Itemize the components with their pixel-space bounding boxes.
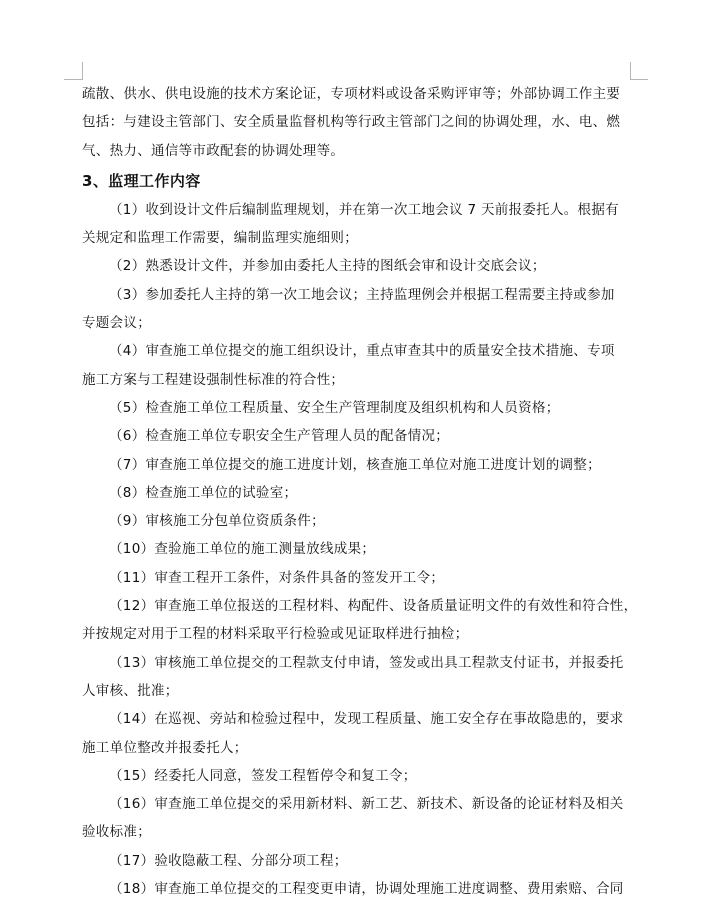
work-item — [82, 705, 630, 762]
work-item-line: （15）经委托人同意，签发工程暂停令和复工令； — [109, 767, 417, 784]
crop-mark-right-horizontal — [630, 79, 648, 80]
work-item — [82, 875, 630, 903]
work-item-line: （8）检查施工单位的试验室； — [109, 484, 298, 501]
intro-line: 包括：与建设主管部门、安全质量监督机构等行政主管部门之间的协调处理，水、电、燃 — [82, 114, 621, 131]
section-heading: 3、监理工作内容 — [82, 171, 201, 190]
work-item — [82, 507, 630, 535]
work-item-line: （11）审查工程开工条件，对条件具备的签发开工令； — [109, 569, 445, 586]
work-item-line: （18）审查施工单位提交的工程变更申请，协调处理施工进度调整、费用索赔、合同 — [109, 881, 624, 898]
work-item — [82, 592, 638, 649]
crop-mark-left-horizontal — [64, 79, 82, 80]
work-item-line: （12）审查施工单位报送的工程材料、构配件、设备质量证明文件的有效性和符合性， — [109, 598, 638, 615]
work-item-line: （9）审核施工分包单位资质条件； — [109, 513, 325, 530]
work-item-line: （1）收到设计文件后编制监理规划，并在第一次工地会议 7 天前报委托人。根据有 — [109, 201, 619, 218]
crop-mark-right-vertical — [630, 62, 631, 80]
work-item-line: （5）检查施工单位工程质量、安全生产管理制度及组织机构和人员资格； — [109, 399, 560, 416]
work-item — [82, 394, 630, 422]
work-item — [82, 649, 630, 706]
work-item — [82, 337, 630, 394]
work-item-line: （16）审查施工单位提交的采用新材料、新工艺、新技术、新设备的论证材料及相关 — [109, 796, 624, 813]
work-item-line: 验收标准； — [82, 824, 151, 841]
intro-line: 气、热力、通信等市政配套的协调处理等。 — [82, 142, 345, 159]
work-item-line: 施工单位整改并报委托人； — [82, 739, 248, 756]
work-item — [82, 281, 630, 338]
work-item — [82, 479, 630, 507]
work-item — [82, 422, 630, 450]
work-item-line: （2）熟悉设计文件，并参加由委托人主持的图纸会审和设计交底会议； — [109, 258, 546, 275]
work-item-line: （13）审核施工单位提交的工程款支付申请，签发或出具工程款支付证书，并报委托 — [109, 654, 624, 671]
document-body — [82, 80, 638, 903]
work-item-line: （4）审查施工单位提交的施工组织设计，重点审查其中的质量安全技术措施、专项 — [109, 343, 615, 360]
work-item — [82, 451, 630, 479]
intro-paragraph — [82, 80, 630, 165]
work-item — [82, 762, 630, 790]
work-item-line: （14）在巡视、旁站和检验过程中，发现工程质量、施工安全存在事故隐患的，要求 — [109, 711, 624, 728]
work-item-line: 关规定和监理工作需要，编制监理实施细则； — [82, 230, 358, 247]
work-item-line: 专题会议； — [82, 315, 151, 332]
work-items-list — [82, 196, 638, 903]
work-item-line: 施工方案与工程建设强制性标准的符合性； — [82, 371, 345, 388]
intro-line: 疏散、供水、供电设施的技术方案论证，专项材料或设备采购评审等；外部协调工作主要 — [82, 86, 621, 102]
work-item-line: 人审核、批准； — [82, 682, 179, 699]
work-item-line: （6）检查施工单位专职安全生产管理人员的配备情况； — [109, 428, 450, 445]
work-item — [82, 564, 630, 592]
work-item-line: （7）审查施工单位提交的施工进度计划，核查施工单位对施工进度计划的调整； — [109, 456, 601, 473]
work-item-line: （17）验收隐蔽工程、分部分项工程； — [109, 852, 348, 869]
work-item — [82, 252, 630, 280]
work-item — [82, 847, 630, 875]
work-item-line: （10）查验施工单位的施工测量放线成果； — [109, 541, 376, 558]
crop-mark-left-vertical — [82, 62, 83, 80]
work-item — [82, 535, 630, 563]
work-item-line: （3）参加委托人主持的第一次工地会议；主持监理例会并根据工程需要主持或参加 — [109, 286, 615, 303]
work-item — [82, 790, 630, 847]
work-item — [82, 196, 630, 253]
work-item-line: 并按规定对用于工程的材料采取平行检验或见证取样进行抽检； — [82, 626, 469, 643]
